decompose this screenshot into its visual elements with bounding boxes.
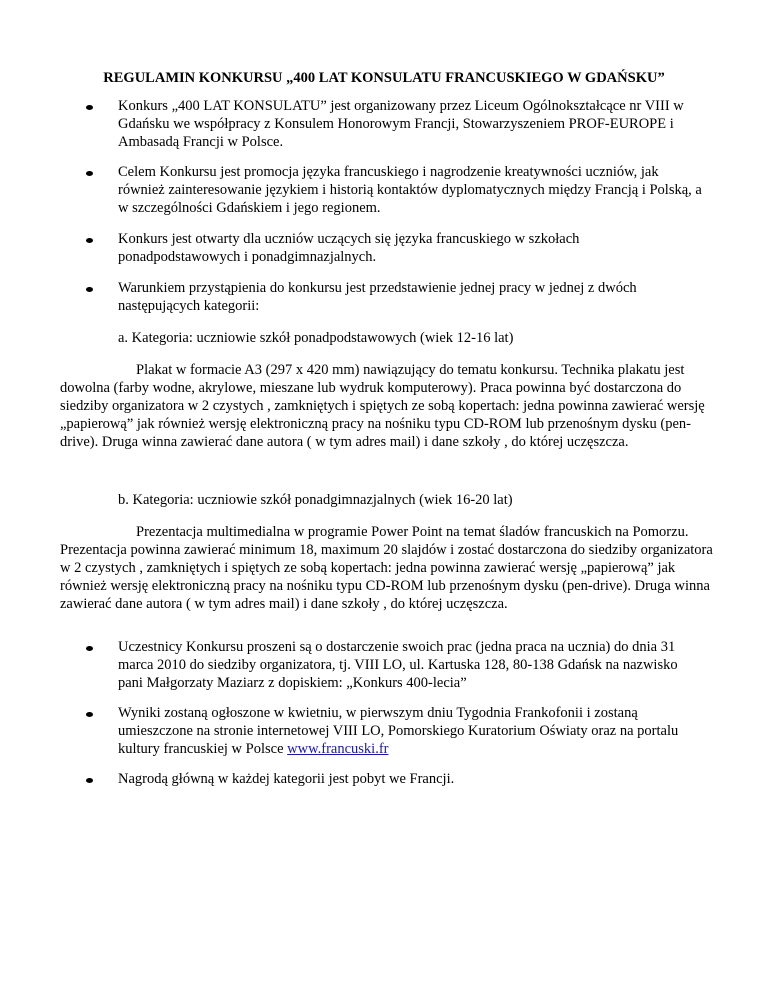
bullet-icon: [86, 287, 93, 292]
category-a-text: Plakat w formacie A3 (297 x 420 mm) nawiązujący do tematu konkursu. Technika plakatu jest dowolna (farby wodne, akrylowe, mieszane lub wydruk komputerowy). Praca powinna być dostarczona do siedziby organizatora w 2 czystych , zamkniętych i spiętych ze sobą kopertach: jedna powinna zawierać wersję „papierową” jak również wersję elektroniczną pracy na nośniku typu CD-ROM lub przenośnym dysku (pen-drive). Druga winna zawierać dane autora ( w tym adres mail) i dane szkoły , do której uczęszcza.: [60, 362, 705, 450]
list-item: [118, 770, 703, 788]
bullet-icon: [86, 778, 93, 783]
bullet-text: Konkurs „400 LAT KONSULATU” jest organizowany przez Liceum Ogólnokształcące nr VIII w Gdańsku we współpracy z Konsulem Honorowym Francji, Stowarzyszeniem PROF-EUROPE i Ambasadą Francji w Polsce.: [118, 98, 684, 150]
bullet-text: Nagrodą główną w każdej kategorii jest pobyt we Francji.: [118, 771, 455, 787]
list-item: [118, 230, 703, 266]
bullet-icon: [86, 238, 93, 243]
list-item: [118, 279, 703, 315]
document-title: REGULAMIN KONKURSU „400 LAT KONSULATU FRANCUSKIEGO W GDAŃSKU”: [103, 70, 665, 86]
bullet-text: Warunkiem przystąpienia do konkursu jest przedstawienie jednej pracy w jednej z dwóch następujących kategorii:: [118, 280, 637, 314]
bullet-icon: [86, 646, 93, 651]
list-item: [118, 704, 703, 758]
list-item: [118, 163, 703, 217]
list-item: [118, 97, 703, 151]
bullet-text: Konkurs jest otwarty dla uczniów uczących się języka francuskiego w szkołach ponadpodstawowych i ponadgimnazjalnych.: [118, 231, 580, 265]
bullet-icon: [86, 712, 93, 717]
bullet-icon: [86, 171, 93, 176]
list-item: [118, 638, 703, 692]
category-b-text: Prezentacja multimedialna w programie Power Point na temat śladów francuskich na Pomorzu. Prezentacja powinna zawierać minimum 18, maximum 20 slajdów i zostać dostarczona do siedziby organizatora w 2 czystych , zamkniętych i spiętych ze sobą kopertach: jedna powinna zawierać wersję „papierową” jak również wersję elektroniczną pracy na nośniku typu CD-ROM lub przenośnym dysku (pen-drive). Druga winna zawierać dane autora ( w tym adres mail) i dane szkoły , do której uczęszcza.: [60, 524, 713, 612]
bullet-text: Uczestnicy Konkursu proszeni są o dostarczenie swoich prac (jedna praca na ucznia) do dnia 31 marca 2010 do siedziby organizatora, tj. VIII LO, ul. Kartuska 128, 80-138 Gdańsk na nazwisko pani Małgorzaty Maziarz z dopiskiem: „Konkurs 400-lecia”: [118, 639, 678, 691]
bullet-icon: [86, 105, 93, 110]
francuski-link[interactable]: www.francuski.fr: [287, 741, 389, 757]
bullet-text: Celem Konkursu jest promocja języka francuskiego i nagrodzenie kreatywności uczniów, jak również zainteresowanie językiem i historią kontaktów dyplomatycznych między Francją i Polską, a w szczególności Gdańskiem i jego regionem.: [118, 164, 702, 216]
category-b-heading: b. Kategoria: uczniowie szkół ponadgimnazjalnych (wiek 16-20 lat): [118, 492, 513, 508]
category-a-heading: a. Kategoria: uczniowie szkół ponadpodstawowych (wiek 12-16 lat): [118, 330, 514, 346]
bullet-text: Wyniki zostaną ogłoszone w kwietniu, w pierwszym dniu Tygodnia Frankofonii i zostaną umieszczone na stronie internetowej VIII LO, Pomorskiego Kuratorium Oświaty oraz na portalu kultury francuskiej w Polsce: [118, 705, 679, 757]
